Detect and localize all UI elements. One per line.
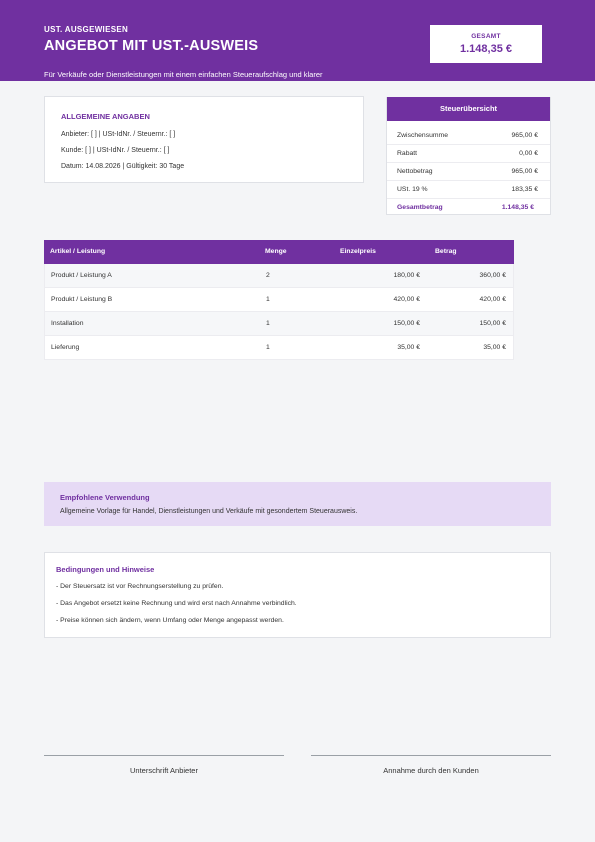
header-banner: [0, 0, 595, 81]
general-info-card: [44, 96, 364, 183]
total-value: 1.148,35 €: [460, 43, 512, 55]
cell-amount: 420,00 €: [479, 296, 506, 303]
header-description: Für Verkäufe oder Dienstleistungen mit einem einfachen Steueraufschlag und klarer: [44, 70, 323, 79]
column-header-item: Artikel / Leistung: [50, 248, 106, 255]
tax-row-discount: [397, 150, 538, 157]
tax-row-value: 0,00 €: [519, 150, 538, 157]
conditions-title: Bedingungen und Hinweise: [56, 565, 155, 574]
conditions-card: [44, 552, 551, 638]
signature-customer-label: Annahme durch den Kunden: [383, 766, 479, 775]
divider: [387, 162, 550, 163]
signature-provider: [44, 755, 284, 775]
cell-item: Installation: [51, 320, 84, 327]
table-row: [44, 312, 514, 336]
column-header-qty: Menge: [265, 248, 287, 255]
tax-total-label: Gesamtbetrag: [397, 204, 443, 211]
cell-item: Produkt / Leistung A: [51, 272, 112, 279]
cell-unit-price: 180,00 €: [393, 272, 420, 279]
tax-row-value: 183,35 €: [511, 186, 538, 193]
cell-amount: 360,00 €: [479, 272, 506, 279]
divider: [387, 198, 550, 199]
cell-qty: 1: [266, 344, 270, 351]
tax-summary-card: [386, 97, 551, 215]
usage-text: Allgemeine Vorlage für Handel, Dienstleistungen und Verkäufe mit gesondertem Steuerausweis.: [60, 508, 358, 515]
recommended-usage-box: [44, 482, 551, 526]
cell-item: Lieferung: [51, 344, 80, 351]
divider: [387, 180, 550, 181]
cell-amount: 35,00 €: [483, 344, 506, 351]
cell-qty: 1: [266, 296, 270, 303]
cell-item: Produkt / Leistung B: [51, 296, 113, 303]
tax-row-label: Zwischensumme: [397, 132, 448, 139]
page-title: ANGEBOT MIT UST.-AUSWEIS: [44, 38, 259, 54]
general-info-title: ALLGEMEINE ANGABEN: [61, 112, 150, 121]
tax-row-net: [397, 168, 538, 175]
signature-customer: [311, 755, 551, 775]
column-header-amount: Betrag: [435, 248, 457, 255]
tax-row-subtotal: [397, 132, 538, 139]
tax-row-value: 965,00 €: [511, 132, 538, 139]
cell-qty: 2: [266, 272, 270, 279]
customer-line: Kunde: [ ] | USt-IdNr. / Steuernr.: [ ]: [61, 147, 170, 154]
condition-item: - Das Angebot ersetzt keine Rechnung und wird erst nach Annahme verbindlich.: [56, 600, 297, 607]
cell-unit-price: 150,00 €: [393, 320, 420, 327]
cell-unit-price: 420,00 €: [393, 296, 420, 303]
tax-row-label: USt. 19 %: [397, 186, 428, 193]
tax-row-value: 965,00 €: [511, 168, 538, 175]
column-header-unit-price: Einzelpreis: [340, 248, 376, 255]
tax-row-label: Nettobetrag: [397, 168, 433, 175]
tax-row-vat: [397, 186, 538, 193]
tax-total-value: 1.148,35 €: [501, 204, 534, 211]
provider-line: Anbieter: [ ] | USt-IdNr. / Steuernr.: [ ]: [61, 131, 176, 138]
header-eyebrow: UST. AUSGEWIESEN: [44, 25, 129, 34]
cell-amount: 150,00 €: [479, 320, 506, 327]
table-row: [44, 264, 514, 288]
cell-unit-price: 35,00 €: [397, 344, 420, 351]
table-row: [44, 336, 514, 360]
date-line: Datum: 14.08.2026 | Gültigkeit: 30 Tage: [61, 163, 185, 170]
cell-qty: 1: [266, 320, 270, 327]
tax-row-label: Rabatt: [397, 150, 418, 157]
items-table-header: [44, 240, 514, 264]
condition-item: - Der Steuersatz ist vor Rechnungserstellung zu prüfen.: [56, 583, 224, 590]
total-box: [430, 25, 542, 63]
items-table: [44, 240, 514, 360]
tax-row-total: [397, 204, 534, 211]
condition-item: - Preise können sich ändern, wenn Umfang oder Menge angepasst werden.: [56, 617, 284, 624]
usage-title: Empfohlene Verwendung: [60, 493, 150, 502]
tax-summary-title: Steuerübersicht: [387, 97, 550, 121]
total-label: GESAMT: [471, 33, 501, 40]
divider: [387, 144, 550, 145]
signature-provider-label: Unterschrift Anbieter: [130, 766, 198, 775]
table-row: [44, 288, 514, 312]
